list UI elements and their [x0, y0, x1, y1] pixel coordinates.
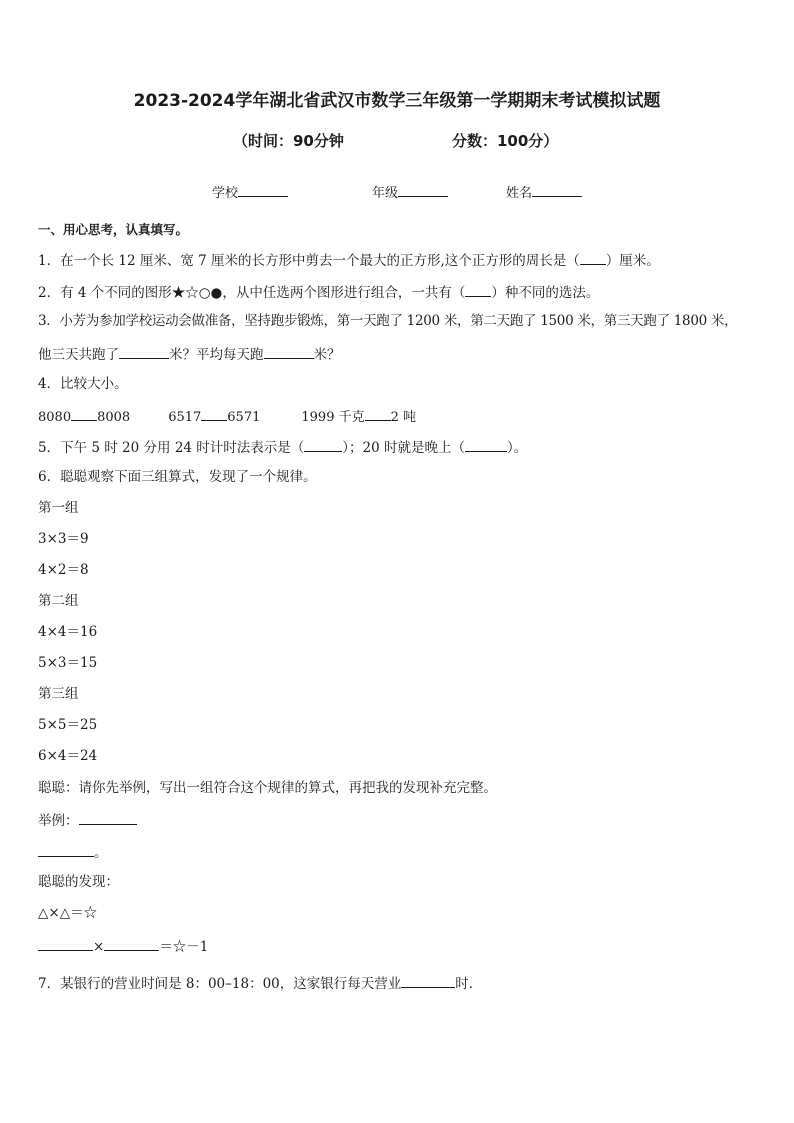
group-3-equation-1: 5×5＝25	[38, 717, 98, 733]
school-field	[212, 182, 288, 201]
compare-2-blank[interactable]	[201, 407, 227, 421]
example-blank-2[interactable]	[38, 843, 94, 857]
grade-field	[372, 182, 448, 201]
q5-text-c: ）。	[507, 440, 528, 456]
q1-blank[interactable]	[580, 251, 606, 265]
q7-blank[interactable]	[401, 974, 455, 988]
name-blank[interactable]	[532, 183, 582, 197]
group-3-label: 第三组	[38, 686, 79, 702]
compare-1-blank[interactable]	[71, 407, 97, 421]
example-period: 。	[94, 845, 108, 861]
compare-3-right: 2 吨	[390, 410, 416, 425]
q1-text: 1．在一个长 12 厘米、宽 7 厘米的长方形中剪去一个最大的正方形,这个正方形的周长是（	[38, 253, 580, 269]
q1-text-end: ）厘米。	[605, 253, 660, 269]
finding-label: 聪聪的发现：	[38, 874, 119, 890]
q7-text-b: 时．	[455, 976, 483, 992]
group-1-label: 第一组	[38, 500, 79, 516]
question-7	[38, 974, 482, 992]
question-1	[38, 251, 660, 269]
section-heading: 一、用心思考，认真填写。	[38, 222, 189, 237]
q2-blank[interactable]	[465, 283, 491, 297]
group-3-equation-2: 6×4＝24	[38, 748, 98, 764]
finding-rule-2	[38, 937, 208, 955]
q3-text-a: 他三天共跑了	[38, 347, 119, 363]
rule-blank-1[interactable]	[38, 937, 93, 951]
q5-text-b: ）；20 时就是晚上（	[342, 440, 466, 456]
compare-1-left: 8080	[38, 410, 72, 425]
grade-label: 年级	[372, 186, 399, 201]
q3-blank-average[interactable]	[264, 345, 314, 359]
q5-blank-1[interactable]	[304, 438, 342, 452]
rule-tail: ＝☆－1	[159, 939, 209, 955]
group-1-equation-2: 4×2＝8	[38, 562, 89, 578]
compare-3-blank[interactable]	[365, 407, 391, 421]
rule-times: ×	[93, 939, 105, 955]
compare-2-left: 6517	[168, 410, 202, 425]
group-2-equation-2: 5×3＝15	[38, 655, 98, 671]
grade-blank[interactable]	[398, 183, 448, 197]
example-label: 举例：	[38, 813, 79, 829]
finding-rule-1: △×△＝☆	[38, 905, 98, 921]
question-6-prompt: 聪聪：请你先举例，写出一组符合这个规律的算式，再把我的发现补充完整。	[38, 780, 497, 796]
question-6-heading: 6．聪聪观察下面三组算式，发现了一个规律。	[38, 469, 317, 485]
question-3-line1: 3．小芳为参加学校运动会做准备，坚持跑步锻炼，第一天跑了 1200 米，第二天跑了 1500 米，第三天跑了 1800 米，	[38, 313, 738, 329]
group-2-equation-1: 4×4＝16	[38, 624, 98, 640]
question-4-heading: 4．比较大小。	[38, 376, 128, 392]
q3-text-c: 米？	[313, 347, 341, 363]
group-1-equation-1: 3×3＝9	[38, 531, 89, 547]
school-blank[interactable]	[238, 183, 288, 197]
question-5	[38, 438, 527, 456]
example-blank-1[interactable]	[79, 811, 137, 825]
q3-text-b: 米？平均每天跑	[169, 347, 264, 363]
q5-text-a: 5．下午 5 时 20 分用 24 时计时法表示是（	[38, 440, 305, 456]
q3-blank-total[interactable]	[119, 345, 169, 359]
exam-title: 2023-2024学年湖北省武汉市数学三年级第一学期期末考试模拟试题	[133, 91, 661, 111]
name-field	[506, 182, 582, 201]
group-2-label: 第二组	[38, 593, 79, 609]
question-3-line2	[38, 345, 341, 363]
name-label: 姓名	[506, 186, 533, 201]
compare-3-left: 1999 千克	[301, 410, 365, 425]
q7-text-a: 7．某银行的营业时间是 8：00–18：00，这家银行每天营业	[38, 976, 402, 992]
exam-score: 分数：100分）	[452, 132, 559, 150]
question-2	[38, 283, 599, 301]
compare-1-right: 8008	[97, 410, 131, 425]
question-4-comparisons	[38, 407, 416, 426]
q5-blank-2[interactable]	[465, 438, 507, 452]
q2-text-end: ）种不同的选法。	[491, 285, 600, 301]
example-row	[38, 811, 137, 829]
exam-time: （时间：90分钟	[233, 132, 344, 150]
school-label: 学校	[212, 186, 239, 201]
rule-blank-2[interactable]	[104, 937, 159, 951]
q2-text: 2．有 4 个不同的图形★☆○●，从中任选两个图形进行组合，一共有（	[38, 285, 466, 301]
compare-2-right: 6571	[227, 410, 261, 425]
example-row-2	[38, 843, 108, 861]
